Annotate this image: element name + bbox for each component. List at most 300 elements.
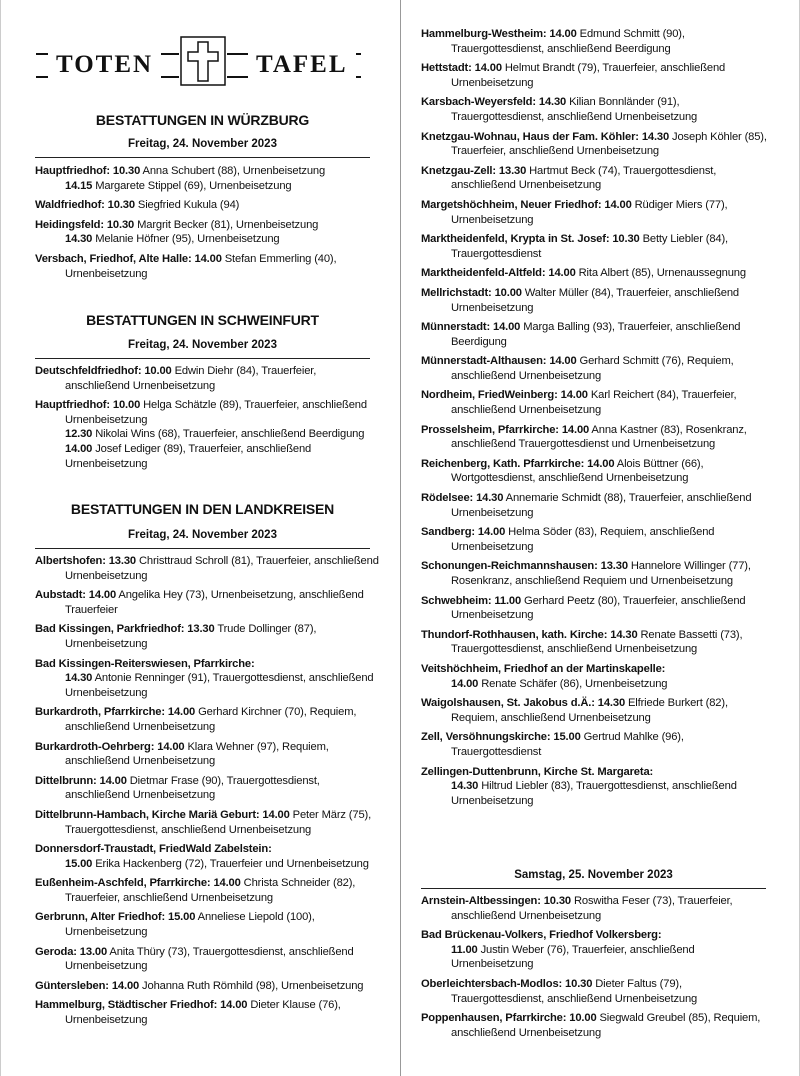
entry-continuation-line — [35, 857, 375, 872]
entry-text: Dieter Faltus (79), — [592, 977, 682, 990]
entry-time: 14.00 — [451, 677, 479, 690]
entry-time: 14.15 — [65, 179, 93, 192]
entry-place-time: Hauptfriedhof: 10.00 — [35, 399, 141, 412]
obituary-entry — [421, 423, 766, 452]
entry-text: Urnenbeisetzung — [65, 569, 148, 582]
obituary-entry — [35, 622, 375, 651]
obituary-entry — [421, 765, 766, 809]
cross-icon — [179, 35, 227, 87]
entry-text: Anneliese Liepold (100), — [195, 911, 315, 924]
obituary-entry — [421, 730, 766, 759]
entry-text: Klara Wehner (97), Requiem, — [184, 740, 329, 753]
obituary-entry — [421, 232, 766, 261]
entry-continuation-line — [35, 891, 375, 906]
entry-text: Roswitha Feser (73), Trauerfeier, — [570, 895, 733, 907]
section-rule — [35, 358, 370, 359]
entry-continuation-line — [421, 957, 766, 972]
entry-continuation-line — [421, 110, 766, 125]
entry-text: Urnenbeisetzung — [451, 76, 534, 89]
entry-text: Urnenbeisetzung — [451, 958, 534, 971]
entry-text: Annemarie Schmidt (88), Trauerfeier, anschließend — [503, 492, 752, 505]
entry-text: Hiltrud Liebler (83), Trauergottesdienst, anschließend — [478, 780, 737, 793]
entry-first-line — [35, 164, 370, 179]
entry-first-line — [421, 266, 766, 281]
entry-text: Christa Schneider (82), — [240, 877, 356, 890]
entry-place-time: Zell, Versöhnungskirche: 15.00 — [421, 731, 581, 744]
entry-text: Alois Büttner (66), — [614, 457, 704, 470]
entry-first-line — [35, 910, 375, 925]
entry-first-line — [421, 354, 766, 369]
entry-continuation-line — [421, 506, 766, 521]
entry-text: Dieter Klause (76), — [247, 999, 341, 1012]
entry-text: Rita Albert (85), Urnenaussegnung — [575, 267, 746, 280]
entry-first-line — [421, 423, 766, 438]
entry-text: Urnenbeisetzung — [451, 794, 534, 807]
entry-continuation-line — [35, 442, 370, 457]
entry-first-line — [35, 554, 379, 569]
entry-continuation-line — [35, 603, 375, 618]
entry-continuation-line — [35, 379, 370, 394]
entry-text: Wortgottesdienst, anschließend Urnenbeisetzung — [451, 472, 689, 485]
entry-text: Urnenbeisetzung — [65, 1014, 148, 1027]
entry-place-time: Prosselsheim, Pfarrkirche: 14.00 — [421, 423, 590, 436]
entry-text: Margrit Becker (81), Urnenbeisetzung — [134, 218, 319, 231]
entry-text: anschließend Urnenbeisetzung — [451, 404, 602, 417]
entry-text: Urnenbeisetzung — [451, 540, 534, 553]
section-rule — [35, 157, 370, 158]
entry-text: Rosenkranz, anschließend Requiem und Urnenbeisetzung — [451, 575, 734, 587]
entry-first-line — [421, 765, 766, 780]
entry-continuation-line — [35, 671, 375, 686]
entry-first-line — [35, 705, 375, 720]
entry-text: Urnenbeisetzung — [65, 457, 148, 470]
entry-text: Karl Reichert (84), Trauerfeier, — [587, 389, 737, 402]
obituary-entry — [35, 842, 375, 871]
entry-continuation-line — [35, 457, 370, 472]
totentafel-header — [36, 35, 361, 87]
entry-place-time: Waldfriedhof: 10.30 — [35, 199, 135, 212]
entry-continuation-line — [35, 686, 375, 701]
entry-first-line — [421, 95, 766, 110]
entry-text: Trauerfeier, anschließend Urnenbeisetzung — [65, 891, 273, 904]
entry-continuation-line — [421, 943, 766, 958]
obituary-entry — [35, 998, 375, 1027]
entry-first-line — [421, 628, 766, 643]
obituary-entry — [421, 559, 766, 588]
entry-text: Urnenbeisetzung — [451, 506, 534, 519]
entry-text: Dietmar Frase (90), Trauergottesdienst, — [126, 774, 320, 787]
section-date-landkreise: Freitag, 24. November 2023 — [128, 529, 277, 541]
entry-continuation-line — [421, 779, 766, 794]
entry-first-line — [35, 218, 370, 233]
entry-time: 14.30 — [65, 672, 93, 685]
entry-text: Siegfried Kukula (94) — [134, 199, 240, 212]
entry-text: Justin Weber (76), Trauerfeier, anschließend — [477, 943, 695, 956]
entry-place-time: Bad Brückenau-Volkers, Friedhof Volkersberg: — [421, 929, 662, 942]
entry-place-time: Marktheidenfeld, Krypta in St. Josef: 10.30 — [421, 233, 640, 246]
entry-place-time: Margetshöchheim, Neuer Friedhof: 14.00 — [421, 198, 632, 211]
obituary-entry — [35, 945, 375, 974]
entry-first-line — [35, 808, 375, 823]
entry-first-line — [35, 876, 375, 891]
entry-continuation-line — [421, 992, 766, 1007]
entry-text: Urnenbeisetzung — [65, 267, 148, 280]
entry-text: Christtraud Schroll (81), Trauerfeier, anschließend — [135, 555, 379, 567]
entry-text: Joseph Köhler (85), — [669, 130, 767, 143]
entry-place-time: Aubstadt: 14.00 — [35, 589, 117, 602]
entry-text: anschließend Urnenbeisetzung — [65, 789, 216, 802]
entry-text: Renate Bassetti (73), — [637, 628, 743, 641]
entry-text: anschließend Urnenbeisetzung — [451, 179, 602, 192]
entry-text: Urnenbeisetzung — [65, 637, 148, 650]
obituary-entry — [421, 130, 766, 159]
entry-first-line — [35, 945, 375, 960]
entry-place-time: Dittelbrunn-Hambach, Kirche Mariä Geburt: 14.00 — [35, 808, 290, 821]
entry-first-line — [35, 252, 370, 267]
obituary-entry — [421, 388, 766, 417]
entry-first-line — [421, 662, 766, 677]
entry-place-time: Nordheim, FriedWeinberg: 14.00 — [421, 389, 588, 402]
entry-text: anschließend Trauergottesdienst und Urnenbeisetzung — [451, 438, 716, 451]
obituary-entry — [421, 27, 766, 56]
entry-text: Urnenbeisetzung — [451, 213, 534, 226]
header-word-tafel: TAFEL — [248, 49, 356, 81]
obituary-entry — [421, 198, 766, 227]
entry-place-time: Hammelburg-Westheim: 14.00 — [421, 28, 577, 40]
obituary-entry — [35, 364, 370, 393]
entry-text: Trauergottesdienst, anschließend Beerdigung — [451, 42, 671, 55]
entry-text: Rüdiger Miers (77), — [631, 198, 728, 211]
entry-place-time: Münnerstadt-Althausen: 14.00 — [421, 355, 577, 368]
entry-first-line — [421, 320, 766, 335]
obituary-entry — [421, 628, 766, 657]
entry-first-line — [421, 977, 766, 992]
entry-continuation-line — [35, 569, 375, 584]
entry-place-time: Knetzgau-Zell: 13.30 — [421, 164, 527, 177]
entry-first-line — [35, 364, 370, 379]
entry-text: Edmund Schmitt (90), — [576, 28, 685, 40]
obituary-entry — [421, 662, 766, 691]
entry-text: Peter März (75), — [289, 808, 372, 821]
obituary-entry — [421, 928, 766, 972]
entry-text: Trauerfeier — [65, 603, 118, 616]
entry-text: Helma Söder (83), Requiem, anschließend — [505, 526, 715, 539]
entry-text: Helmut Brandt (79), Trauerfeier, anschließend — [501, 62, 726, 75]
entry-continuation-line — [421, 909, 766, 924]
obituary-entry — [35, 979, 375, 994]
entry-first-line — [421, 928, 766, 943]
entry-place-time: Rödelsee: 14.30 — [421, 492, 504, 505]
entry-first-line — [421, 594, 766, 609]
entry-place-time: Knetzgau-Wohnau, Haus der Fam. Köhler: 14.30 — [421, 130, 670, 143]
entry-text: anschließend Urnenbeisetzung — [451, 1026, 602, 1039]
entry-text: Renate Schäfer (86), Urnenbeisetzung — [478, 677, 668, 690]
entry-first-line — [421, 894, 766, 909]
obituary-entry — [421, 61, 766, 90]
entry-first-line — [421, 696, 766, 711]
entry-continuation-line — [35, 179, 370, 194]
entry-text: Elfriede Burkert (82), — [625, 697, 728, 710]
entry-continuation-line — [35, 267, 370, 282]
entry-text: Antonie Renninger (91), Trauergottesdienst, anschließend — [92, 672, 374, 685]
section-title-landkreise: BESTATTUNGEN IN DEN LANDKREISEN — [70, 501, 335, 517]
entry-text: Urnenbeisetzung — [451, 301, 534, 314]
entry-continuation-line — [421, 471, 766, 486]
entry-text: Margarete Stippel (69), Urnenbeisetzung — [92, 179, 292, 192]
obituary-entry — [421, 320, 766, 349]
entry-text: Trauergottesdienst, anschließend Urnenbeisetzung — [451, 992, 698, 1005]
section-date-saturday: Samstag, 25. November 2023 — [514, 869, 673, 881]
entry-text: Urnenbeisetzung — [65, 926, 148, 939]
obituary-entry — [421, 894, 766, 923]
entry-first-line — [421, 232, 766, 247]
entry-continuation-line — [421, 1026, 766, 1041]
entry-continuation-line — [421, 540, 766, 555]
entry-time: 12.30 — [65, 428, 93, 441]
obituary-entry — [421, 266, 766, 281]
obituary-entry — [35, 910, 375, 939]
entry-first-line — [421, 198, 766, 213]
page-edge-left — [0, 0, 1, 1076]
entry-text: Erika Hackenberg (72), Trauerfeier und Urnenbeisetzung — [92, 857, 369, 870]
entry-place-time: Güntersleben: 14.00 — [35, 979, 140, 992]
entry-text: Trauergottesdienst — [451, 247, 542, 260]
entry-place-time: Schwebheim: 11.00 — [421, 594, 522, 607]
entry-text: Trauergottesdienst — [451, 745, 542, 758]
entry-continuation-line — [35, 788, 375, 803]
entry-first-line — [35, 622, 375, 637]
entry-place-time: Deutschfeldfriedhof: 10.00 — [35, 365, 172, 377]
entry-place-time: Hauptfriedhof: 10.30 — [35, 165, 141, 177]
entry-place-time: Gerbrunn, Alter Friedhof: 15.00 — [35, 911, 196, 924]
entry-first-line — [35, 398, 370, 413]
entry-place-time: Karsbach-Weyersfeld: 14.30 — [421, 96, 567, 109]
section-title-wuerzburg: BESTATTUNGEN IN WÜRZBURG — [95, 112, 310, 128]
entry-continuation-line — [35, 823, 375, 838]
entry-text: Marga Balling (93), Trauerfeier, anschließend — [520, 321, 741, 334]
entry-continuation-line — [421, 301, 766, 316]
entry-text: Hannelore Willinger (77), — [627, 560, 751, 573]
entry-text: Urnenbeisetzung — [65, 413, 148, 426]
entry-place-time: Heidingsfeld: 10.30 — [35, 218, 135, 231]
obituary-entry — [421, 977, 766, 1006]
entry-place-time: Zellingen-Duttenbrunn, Kirche St. Margareta: — [421, 765, 654, 778]
entry-time: 15.00 — [65, 857, 93, 870]
entry-first-line — [35, 657, 375, 672]
entry-continuation-line — [421, 677, 766, 692]
entry-first-line — [35, 774, 375, 789]
obituary-entry — [35, 252, 370, 281]
entry-text: Nikolai Wins (68), Trauerfeier, anschließend Beerdigung — [92, 428, 365, 441]
entry-place-time: Thundorf-Rothhausen, kath. Kirche: 14.30 — [421, 628, 638, 641]
entry-text: Helga Schätzle (89), Trauerfeier, anschließend — [140, 399, 367, 412]
entry-text: Urnenbeisetzung — [65, 686, 148, 699]
entry-first-line — [421, 164, 766, 179]
entry-first-line — [421, 1011, 766, 1026]
entry-continuation-line — [421, 213, 766, 228]
entry-first-line — [421, 559, 766, 574]
obituary-entry — [35, 164, 370, 193]
entry-place-time: Eußenheim-Aschfeld, Pfarrkirche: 14.00 — [35, 877, 241, 890]
entry-continuation-line — [35, 959, 375, 974]
entry-place-time: Burkardroth-Oehrberg: 14.00 — [35, 740, 185, 753]
section-title-schweinfurt: BESTATTUNGEN IN SCHWEINFURT — [86, 312, 319, 328]
entry-place-time: Mellrichstadt: 10.00 — [421, 286, 522, 299]
entry-place-time: Donnersdorf-Traustadt, FriedWald Zabelstein: — [35, 843, 272, 856]
section-date-schweinfurt: Freitag, 24. November 2023 — [128, 339, 277, 351]
column-divider — [400, 0, 401, 1076]
entry-continuation-line — [35, 754, 375, 769]
entry-place-time: Reichenberg, Kath. Pfarrkirche: 14.00 — [421, 457, 615, 470]
entry-text: Trauergottesdienst, anschließend Urnenbeisetzung — [451, 110, 698, 123]
entry-first-line — [421, 730, 766, 745]
entry-time: 14.30 — [451, 780, 479, 793]
entry-continuation-line — [35, 427, 370, 442]
entry-text: Melanie Höfner (95), Urnenbeisetzung — [92, 233, 280, 246]
entry-text: anschließend Urnenbeisetzung — [65, 379, 216, 392]
obituary-entry — [35, 740, 375, 769]
entry-text: Beerdigung — [451, 335, 507, 348]
entry-text: Siegwald Greubel (85), Requiem, — [596, 1012, 761, 1025]
obituary-entry — [35, 198, 370, 213]
entry-text: Angelika Hey (73), Urnenbeisetzung, anschließend — [116, 589, 364, 602]
entry-continuation-line — [421, 403, 766, 418]
entry-text: anschließend Urnenbeisetzung — [451, 369, 602, 382]
entry-place-time: Poppenhausen, Pfarrkirche: 10.00 — [421, 1012, 597, 1025]
entry-place-time: Hettstadt: 14.00 — [421, 62, 502, 75]
entry-continuation-line — [421, 369, 766, 384]
entry-place-time: Bad Kissingen, Parkfriedhof: 13.30 — [35, 623, 215, 636]
obituary-entry — [35, 774, 375, 803]
entry-text: Gerhard Schmitt (76), Requiem, — [576, 355, 734, 368]
entry-text: anschließend Urnenbeisetzung — [65, 755, 216, 768]
entry-place-time: Marktheidenfeld-Altfeld: 14.00 — [421, 267, 576, 280]
obituary-entry — [421, 1011, 766, 1040]
obituary-entry — [35, 588, 375, 617]
obituary-entry — [421, 286, 766, 315]
obituary-entry — [421, 594, 766, 623]
entries-wuerzburg — [35, 164, 370, 286]
entry-place-time: Sandberg: 14.00 — [421, 526, 506, 539]
entry-place-time: Burkardroth, Pfarrkirche: 14.00 — [35, 706, 196, 719]
section-rule — [421, 888, 766, 889]
entry-first-line — [421, 286, 766, 301]
section-rule — [35, 548, 370, 549]
entry-first-line — [35, 740, 375, 755]
entry-place-time: Hammelburg, Städtischer Friedhof: 14.00 — [35, 999, 248, 1012]
entry-place-time: Schonungen-Reichmannshausen: 13.30 — [421, 560, 628, 573]
obituary-entry — [421, 95, 766, 124]
entry-place-time: Veitshöchheim, Friedhof an der Martinskapelle: — [421, 662, 666, 675]
entry-first-line — [421, 457, 766, 472]
entry-text: Requiem, anschließend Urnenbeisetzung — [451, 711, 651, 724]
entries-right-friday — [421, 27, 766, 813]
entry-text: Edwin Diehr (84), Trauerfeier, — [171, 365, 317, 377]
entry-time: 14.00 — [65, 442, 93, 455]
obituary-entry — [35, 398, 370, 471]
entry-text: Anita Thüry (73), Trauergottesdienst, anschließend — [107, 945, 354, 958]
entry-place-time: Bad Kissingen-Reiterswiesen, Pfarrkirche: — [35, 657, 255, 670]
obituary-entry — [35, 554, 379, 583]
entry-text: Betty Liebler (84), — [639, 233, 729, 246]
entry-place-time: Waigolshausen, St. Jakobus d.Ä.: 14.30 — [421, 697, 626, 710]
obituary-entry — [35, 705, 375, 734]
obituary-entry — [421, 696, 766, 725]
entry-text: Hartmut Beck (74), Trauergottesdienst, — [526, 164, 717, 177]
entry-text: Anna Kastner (83), Rosenkranz, — [589, 423, 747, 436]
entry-text: Josef Lediger (89), Trauerfeier, anschließend — [92, 442, 312, 455]
entry-first-line — [35, 979, 375, 994]
entry-place-time: Albertshofen: 13.30 — [35, 555, 136, 567]
entry-text: Gerhard Kirchner (70), Requiem, — [195, 706, 357, 719]
entry-text: Urnenbeisetzung — [65, 960, 148, 973]
entry-continuation-line — [421, 42, 766, 57]
entry-text: Walter Müller (84), Trauerfeier, anschließend — [521, 286, 739, 299]
header-word-toten: TOTEN — [48, 49, 161, 81]
obituary-entry — [421, 457, 766, 486]
entry-time: 14.30 — [65, 233, 93, 246]
entry-first-line — [421, 491, 766, 506]
entry-continuation-line — [421, 178, 766, 193]
obituary-entry — [421, 354, 766, 383]
entry-text: Anna Schubert (88), Urnenbeisetzung — [140, 165, 326, 177]
entry-first-line — [35, 198, 370, 213]
entry-continuation-line — [421, 642, 766, 657]
obituary-entry — [421, 525, 766, 554]
obituary-entry — [35, 218, 370, 247]
entry-text: Trude Dollinger (87), — [214, 623, 317, 636]
obituary-entry — [35, 808, 375, 837]
entries-schweinfurt — [35, 364, 370, 476]
entry-first-line — [421, 27, 766, 42]
entry-continuation-line — [35, 925, 375, 940]
entry-text: Trauerfeier, anschließend Urnenbeisetzung — [451, 145, 659, 158]
entry-time: 11.00 — [451, 943, 478, 956]
entries-saturday — [421, 894, 766, 1045]
obituary-entry — [421, 164, 766, 193]
entry-first-line — [421, 130, 766, 145]
entry-place-time: Arnstein-Altbessingen: 10.30 — [421, 895, 571, 907]
entry-text: Gerhard Peetz (80), Trauerfeier, anschließend — [521, 594, 746, 607]
entry-continuation-line — [421, 247, 766, 262]
entry-place-time: Dittelbrunn: 14.00 — [35, 774, 127, 787]
entry-continuation-line — [35, 720, 375, 735]
entry-continuation-line — [421, 794, 766, 809]
entry-text: Trauergottesdienst, anschließend Urnenbeisetzung — [451, 643, 698, 656]
entry-first-line — [421, 388, 766, 403]
entry-place-time: Geroda: 13.00 — [35, 945, 108, 958]
entry-continuation-line — [421, 574, 766, 589]
entry-text: anschließend Urnenbeisetzung — [65, 720, 216, 733]
entry-first-line — [35, 842, 375, 857]
entry-continuation-line — [35, 637, 375, 652]
entry-continuation-line — [421, 76, 766, 91]
entry-continuation-line — [421, 745, 766, 760]
entry-continuation-line — [35, 1013, 375, 1028]
entry-first-line — [421, 61, 766, 76]
entry-text: Trauergottesdienst, anschließend Urnenbeisetzung — [65, 823, 312, 836]
entry-continuation-line — [421, 711, 766, 726]
section-date-wuerzburg: Freitag, 24. November 2023 — [128, 138, 277, 150]
entry-first-line — [421, 525, 766, 540]
entry-place-time: Versbach, Friedhof, Alte Halle: 14.00 — [35, 252, 222, 265]
entry-continuation-line — [35, 232, 370, 247]
entry-continuation-line — [421, 335, 766, 350]
entry-text: Stefan Emmerling (40), — [221, 252, 337, 265]
obituary-entry — [421, 491, 766, 520]
entry-text: Kilian Bonnländer (91), — [566, 96, 680, 109]
entry-text: Johanna Ruth Römhild (98), Urnenbeisetzung — [139, 979, 364, 992]
